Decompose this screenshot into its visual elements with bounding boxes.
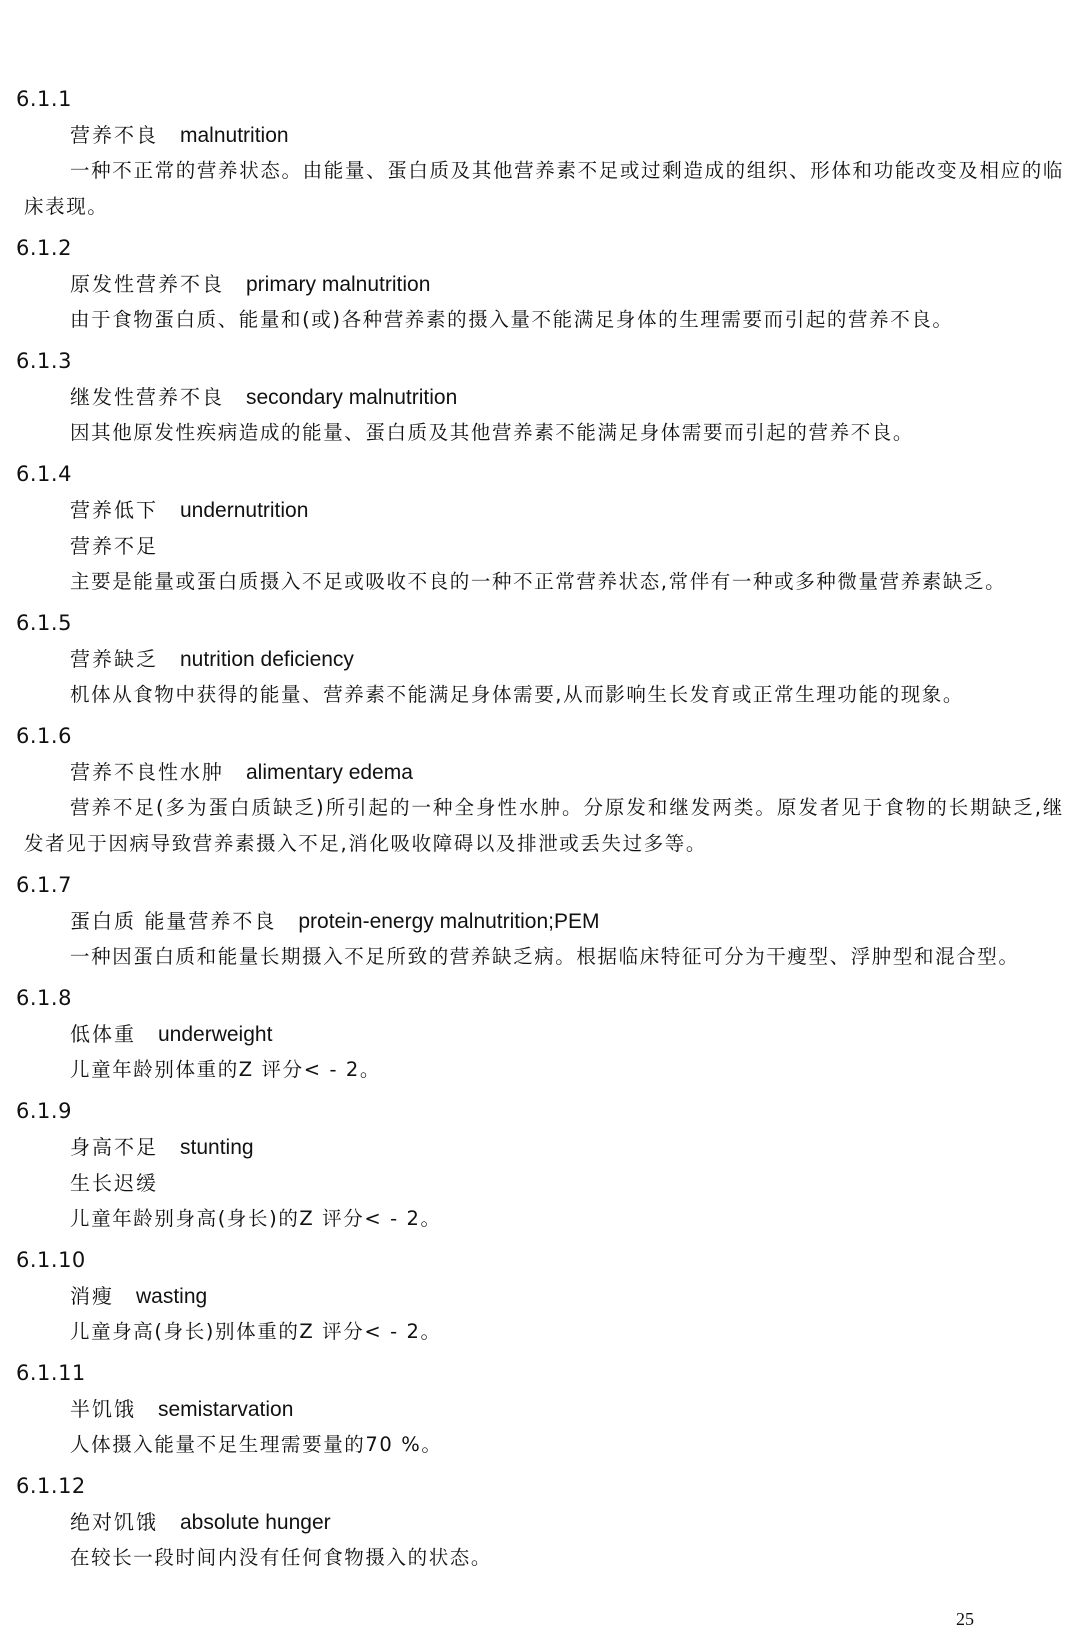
term-entry [0, 610, 1080, 713]
term-entry [0, 348, 1080, 451]
clause-number: 6.1.7 [16, 873, 72, 897]
term-english: undernutrition [180, 499, 309, 522]
term-english: stunting [180, 1136, 254, 1159]
term-entry [0, 461, 1080, 600]
term-definition: 一种不正常的营养状态。由能量、蛋白质及其他营养素不足或过剩造成的组织、形体和功能改变及相应的临床表现。 [24, 159, 1064, 218]
clause-number: 6.1.9 [16, 1099, 72, 1123]
term-synonym: 营养不足 [70, 534, 158, 558]
term-heading [70, 759, 1080, 785]
term-heading [70, 908, 1080, 934]
clause-number: 6.1.2 [16, 236, 72, 260]
clause-number: 6.1.8 [16, 986, 72, 1010]
term-definition: 主要是能量或蛋白质摄入不足或吸收不良的一种不正常营养状态,常伴有一种或多种微量营养素缺乏。 [70, 570, 1007, 593]
term-definition: 一种因蛋白质和能量长期摄入不足所致的营养缺乏病。根据临床特征可分为干瘦型、浮肿型和混合型。 [70, 945, 1020, 968]
term-english: protein-energy malnutrition;PEM [298, 910, 600, 933]
term-chinese: 营养不良性水肿 [70, 760, 224, 784]
term-chinese: 半饥饿 [70, 1397, 136, 1421]
term-chinese: 消瘦 [70, 1284, 114, 1308]
clause-number: 6.1.3 [16, 349, 72, 373]
term-entry [0, 872, 1080, 975]
clause-number: 6.1.11 [16, 1361, 86, 1385]
page-number: 25 [956, 1609, 974, 1629]
term-chinese: 身高不足 [70, 1135, 158, 1159]
term-heading [70, 384, 1080, 410]
term-heading [70, 1396, 1080, 1422]
term-entry [0, 985, 1080, 1088]
term-definition: 儿童身高(身长)别体重的Z 评分< - 2。 [70, 1320, 442, 1343]
clause-number: 6.1.1 [16, 87, 72, 111]
term-english: absolute hunger [180, 1511, 331, 1534]
term-definition: 儿童年龄别体重的Z 评分< - 2。 [70, 1058, 382, 1081]
term-entries [0, 86, 1080, 1576]
term-chinese: 继发性营养不良 [70, 385, 224, 409]
term-english: nutrition deficiency [180, 648, 354, 671]
term-definition: 儿童年龄别身高(身长)的Z 评分< - 2。 [70, 1207, 442, 1230]
term-heading [70, 497, 1080, 523]
term-entry [0, 1098, 1080, 1237]
term-heading [70, 122, 1080, 148]
term-english: wasting [136, 1285, 208, 1308]
term-heading [70, 271, 1080, 297]
term-english: semistarvation [158, 1398, 294, 1421]
term-english: underweight [158, 1023, 273, 1046]
term-entry [0, 1360, 1080, 1463]
term-chinese: 营养低下 [70, 498, 158, 522]
term-english: primary malnutrition [246, 273, 431, 296]
term-english: secondary malnutrition [246, 386, 458, 409]
term-heading [70, 1509, 1080, 1535]
clause-number: 6.1.10 [16, 1248, 86, 1272]
term-definition: 由于食物蛋白质、能量和(或)各种营养素的摄入量不能满足身体的生理需要而引起的营养不良。 [70, 308, 954, 331]
term-definition: 因其他原发性疾病造成的能量、蛋白质及其他营养素不能满足身体需要而引起的营养不良。 [70, 421, 915, 444]
term-entry [0, 723, 1080, 862]
term-chinese: 营养不良 [70, 123, 158, 147]
term-heading [70, 1283, 1080, 1309]
term-definition: 在较长一段时间内没有任何食物摄入的状态。 [70, 1546, 493, 1569]
term-heading [70, 1021, 1080, 1047]
term-entry [0, 86, 1080, 225]
term-english: malnutrition [180, 124, 289, 147]
term-heading [70, 646, 1080, 672]
term-definition: 人体摄入能量不足生理需要量的70 %。 [70, 1433, 443, 1456]
term-chinese: 低体重 [70, 1022, 136, 1046]
clause-number: 6.1.12 [16, 1474, 86, 1498]
term-definition: 机体从食物中获得的能量、营养素不能满足身体需要,从而影响生长发育或正常生理功能的现象。 [70, 683, 964, 706]
term-definition: 营养不足(多为蛋白质缺乏)所引起的一种全身性水肿。分原发和继发两类。原发者见于食物的长期缺乏,继发者见于因病导致营养素摄入不足,消化吸收障碍以及排泄或丢失过多等。 [24, 796, 1064, 855]
clause-number: 6.1.4 [16, 462, 72, 486]
term-heading [70, 1134, 1080, 1160]
term-chinese: 营养缺乏 [70, 647, 158, 671]
term-chinese: 蛋白质 能量营养不良 [70, 909, 277, 933]
term-chinese: 绝对饥饿 [70, 1510, 158, 1534]
term-synonym: 生长迟缓 [70, 1171, 158, 1195]
clause-number: 6.1.5 [16, 611, 72, 635]
term-entry [0, 1247, 1080, 1350]
term-entry [0, 235, 1080, 338]
term-english: alimentary edema [246, 761, 413, 784]
clause-number: 6.1.6 [16, 724, 72, 748]
term-entry [0, 1473, 1080, 1576]
term-chinese: 原发性营养不良 [70, 272, 224, 296]
